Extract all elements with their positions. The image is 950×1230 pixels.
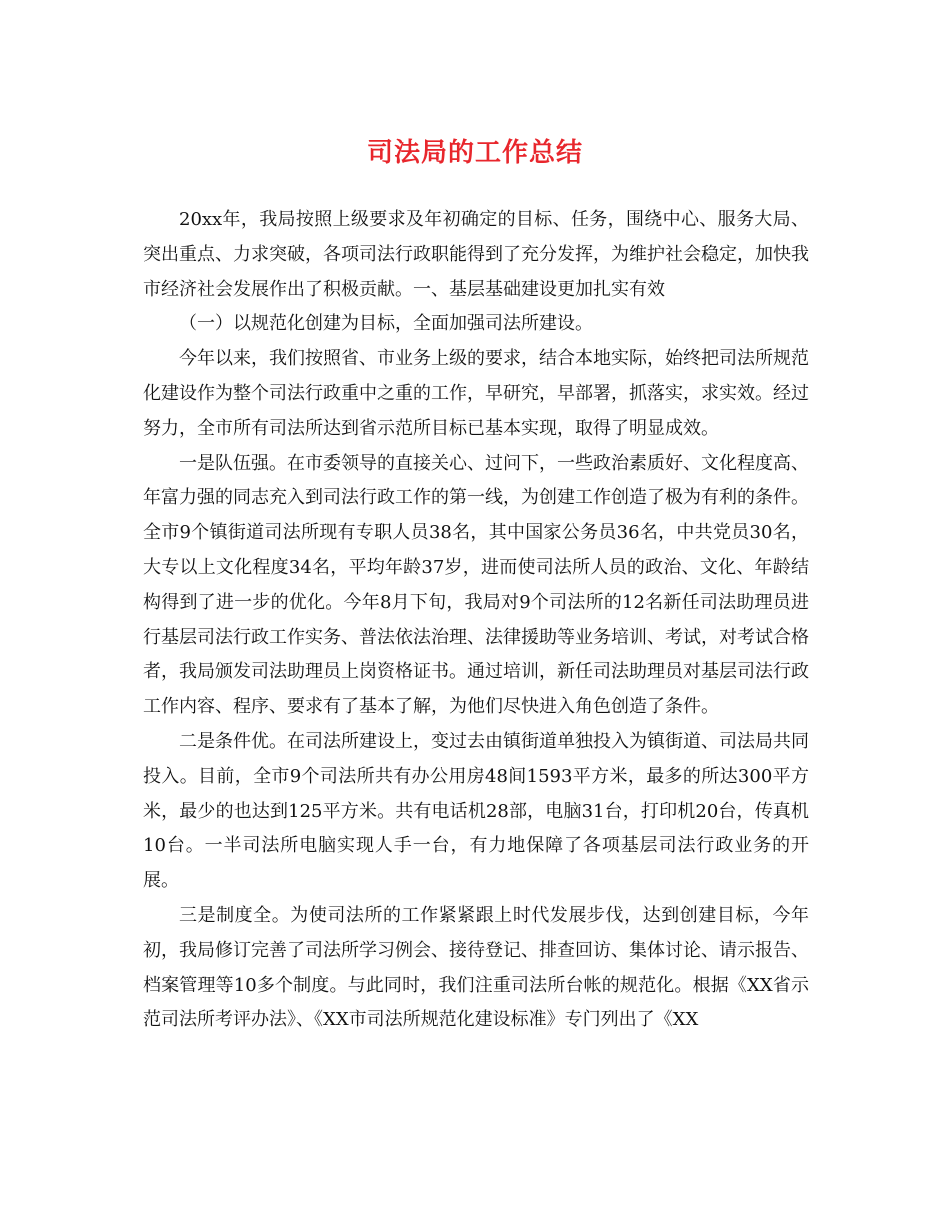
document-body — [143, 203, 809, 1038]
paragraph-systems: 三是制度全。为使司法所的工作紧紧跟上时代发展步伐，达到创建目标，今年初，我局修订完善了司法所学习例会、接待登记、排查回访、集体讨论、请示报告、档案管理等10多个制度。与此同时，我们注重司法所台帐的规范化。根据《XX省示范司法所考评办法》、《XX市司法所规范化建设标准》专门列出了《XX — [143, 904, 809, 1031]
document-title: 司法局的工作总结 — [366, 138, 583, 168]
paragraph-overview: 今年以来，我们按照省、市业务上级的要求，结合本地实际，始终把司法所规范化建设作为整个司法行政重中之重的工作，早研究，早部署，抓落实，求实效。经过努力，全市所有司法所达到省示范所目标已基本实现，取得了明显成效。 — [143, 348, 809, 439]
paragraph-section-heading: （一）以规范化创建为目标，全面加强司法所建设。 — [179, 313, 593, 335]
paragraph-intro: 20xx年，我局按照上级要求及年初确定的目标、任务，围绕中心、服务大局、突出重点、力求突破，各项司法行政职能得到了充分发挥，为维护社会稳定，加快我市经济社会发展作出了积极贡献。一、基层基础建设更加扎实有效 — [143, 209, 809, 300]
paragraph-conditions: 二是条件优。在司法所建设上，变过去由镇街道单独投入为镇街道、司法局共同投入。目前，全市9个司法所共有办公用房48间1593平方米，最多的所达300平方米，最少的也达到125平方米。共有电话机28部，电脑31台，打印机20台，传真机10台。一半司法所电脑实现人手一台，有力地保障了各项基层司法行政业务的开展。 — [143, 730, 809, 892]
paragraph-team: 一是队伍强。在市委领导的直接关心、过问下，一些政治素质好、文化程度高、年富力强的同志充入到司法行政工作的第一线，为创建工作创造了极为有利的条件。全市9个镇街道司法所现有专职人员38名，其中国家公务员36名，中共党员30名，大专以上文化程度34名，平均年龄37岁，进而使司法所人员的政治、文化、年龄结构得到了进一步的优化。今年8月下旬，我局对9个司法所的12名新任司法助理员进行基层司法行政工作实务、普法依法治理、法律援助等业务培训、考试，对考试合格者，我局颁发司法助理员上岗资格证书。通过培训，新任司法助理员对基层司法行政工作内容、程序、要求有了基本了解，为他们尽快进入角色创造了条件。 — [143, 452, 809, 718]
